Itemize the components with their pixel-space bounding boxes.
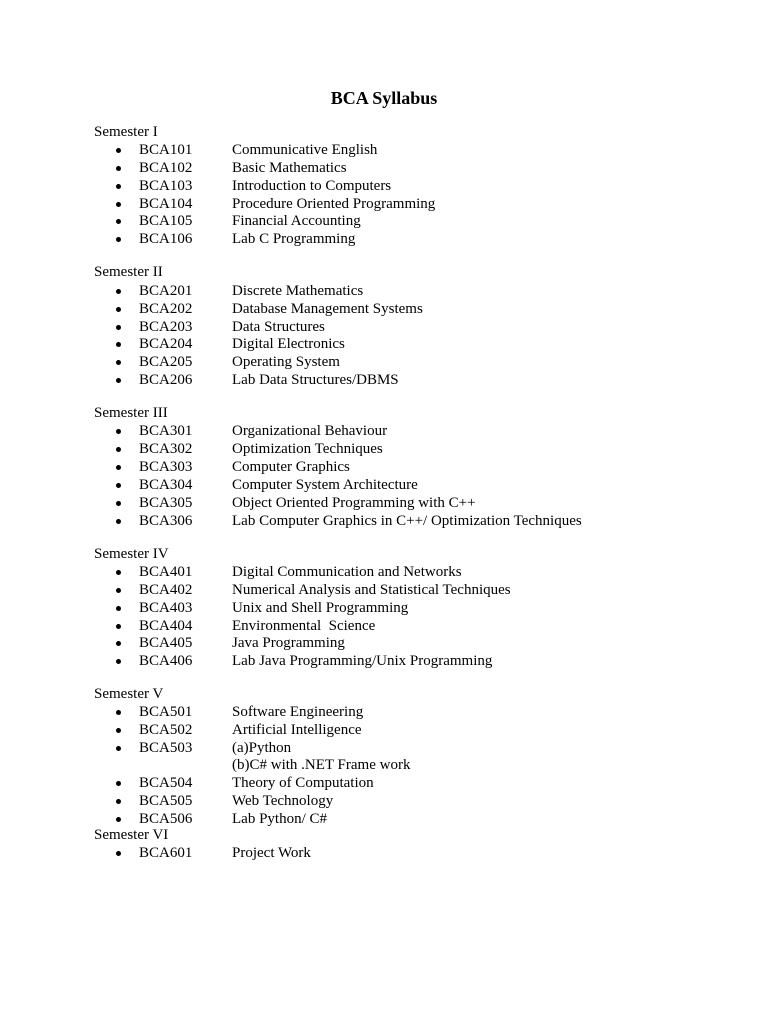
course-item	[0, 230, 768, 248]
course-code: BCA404	[139, 618, 193, 634]
course-code: BCA103	[139, 178, 193, 194]
course-name: Digital Communication and Networks	[232, 564, 462, 580]
course-item	[0, 371, 768, 389]
bullet-icon	[113, 774, 125, 792]
course-code: BCA104	[139, 196, 193, 212]
course-item	[0, 159, 768, 177]
bullet-icon	[113, 563, 125, 581]
course-item	[0, 141, 768, 159]
course-item	[0, 422, 768, 440]
course-item	[0, 634, 768, 652]
course-code: BCA105	[139, 213, 193, 229]
course-name: Discrete Mathematics	[232, 283, 364, 299]
course-code: BCA306	[139, 513, 193, 529]
course-code: BCA102	[139, 160, 193, 176]
course-item	[0, 212, 768, 230]
course-name: Database Management Systems	[232, 301, 423, 317]
bullet-icon	[113, 422, 125, 440]
bullet-icon	[113, 282, 125, 300]
course-item	[0, 195, 768, 213]
bullet-icon	[113, 458, 125, 476]
course-item	[0, 652, 768, 670]
bullet-icon	[113, 300, 125, 318]
course-code: BCA401	[139, 564, 193, 580]
bullet-icon	[113, 177, 125, 195]
course-item	[0, 774, 768, 792]
bullet-icon	[113, 159, 125, 177]
course-code: BCA302	[139, 441, 193, 457]
bullet-icon	[113, 494, 125, 512]
semester-heading: Semester VI	[94, 827, 169, 843]
course-code: BCA106	[139, 231, 193, 247]
course-name: Artificial Intelligence	[232, 722, 362, 738]
course-name: Introduction to Computers	[232, 178, 392, 194]
course-item	[0, 353, 768, 371]
course-name: Procedure Oriented Programming	[232, 196, 436, 212]
course-name: Financial Accounting	[232, 213, 361, 229]
bullet-icon	[113, 440, 125, 458]
course-name: Computer Graphics	[232, 459, 350, 475]
course-code: BCA601	[139, 845, 193, 861]
course-name: Optimization Techniques	[232, 441, 383, 457]
course-item	[0, 177, 768, 195]
bullet-icon	[113, 844, 125, 862]
course-name: Data Structures	[232, 319, 325, 335]
course-name: Lab Python/ C#	[232, 811, 328, 827]
bullet-icon	[113, 335, 125, 353]
semester-heading: Semester III	[94, 405, 168, 421]
course-code: BCA502	[139, 722, 193, 738]
course-name: Numerical Analysis and Statistical Techniques	[232, 582, 511, 598]
course-item	[0, 512, 768, 530]
bullet-icon	[113, 318, 125, 336]
course-name: Lab Java Programming/Unix Programming	[232, 653, 493, 669]
course-code: BCA403	[139, 600, 193, 616]
bullet-icon	[113, 195, 125, 213]
bullet-icon	[113, 652, 125, 670]
bullet-icon	[113, 476, 125, 494]
course-code: BCA101	[139, 142, 193, 158]
bullet-icon	[113, 721, 125, 739]
bullet-icon	[113, 371, 125, 389]
course-code: BCA405	[139, 635, 193, 651]
course-item	[0, 563, 768, 581]
bullet-icon	[113, 230, 125, 248]
course-item	[0, 721, 768, 739]
course-code: BCA204	[139, 336, 193, 352]
semester-heading: Semester II	[94, 264, 163, 280]
course-item	[0, 335, 768, 353]
course-name: Communicative English	[232, 142, 378, 158]
bullet-icon	[113, 141, 125, 159]
course-code: BCA506	[139, 811, 193, 827]
bullet-icon	[113, 599, 125, 617]
course-code: BCA505	[139, 793, 193, 809]
course-code: BCA202	[139, 301, 193, 317]
bullet-icon	[113, 634, 125, 652]
course-name: Basic Mathematics	[232, 160, 347, 176]
course-item	[0, 792, 768, 810]
bullet-icon	[113, 581, 125, 599]
course-item	[0, 300, 768, 318]
course-name: Organizational Behaviour	[232, 423, 388, 439]
course-item	[0, 440, 768, 458]
course-name: Lab Data Structures/DBMS	[232, 372, 399, 388]
course-item	[0, 494, 768, 512]
course-name: Web Technology	[232, 793, 334, 809]
course-code: BCA203	[139, 319, 193, 335]
course-name: Project Work	[232, 845, 311, 861]
bullet-icon	[113, 739, 125, 757]
course-code: BCA201	[139, 283, 193, 299]
bullet-icon	[113, 512, 125, 530]
semester-heading: Semester I	[94, 124, 158, 140]
course-name: Unix and Shell Programming	[232, 600, 409, 616]
course-item	[0, 458, 768, 476]
course-name: Computer System Architecture	[232, 477, 418, 493]
course-code: BCA301	[139, 423, 193, 439]
bullet-icon	[113, 792, 125, 810]
bullet-icon	[113, 353, 125, 371]
course-item	[0, 739, 768, 775]
course-item	[0, 844, 768, 862]
course-name: Lab C Programming	[232, 231, 356, 247]
course-name: Lab Computer Graphics in C++/ Optimization Techniques	[232, 513, 582, 529]
course-item	[0, 581, 768, 599]
course-name: (a)Python	[232, 740, 292, 756]
course-name: Operating System	[232, 354, 340, 370]
course-item	[0, 476, 768, 494]
course-name: Software Engineering	[232, 704, 364, 720]
course-code: BCA503	[139, 740, 193, 756]
course-name: Theory of Computation	[232, 775, 374, 791]
course-code: BCA304	[139, 477, 193, 493]
course-name: Digital Electronics	[232, 336, 345, 352]
bullet-icon	[113, 703, 125, 721]
course-item	[0, 703, 768, 721]
page-title: BCA Syllabus	[330, 88, 438, 108]
course-code: BCA206	[139, 372, 193, 388]
course-code: BCA504	[139, 775, 193, 791]
course-name: Object Oriented Programming with C++	[232, 495, 476, 511]
bullet-icon	[113, 212, 125, 230]
course-item	[0, 282, 768, 300]
bullet-icon	[113, 617, 125, 635]
course-code: BCA402	[139, 582, 193, 598]
course-code: BCA303	[139, 459, 193, 475]
semester-heading: Semester V	[94, 686, 164, 702]
course-name-option: (b)C# with .NET Frame work	[232, 757, 411, 773]
course-code: BCA501	[139, 704, 193, 720]
course-item	[0, 318, 768, 336]
course-code: BCA205	[139, 354, 193, 370]
course-name: Java Programming	[232, 635, 345, 651]
course-name: Environmental Science	[232, 618, 376, 634]
course-item	[0, 599, 768, 617]
course-code: BCA305	[139, 495, 193, 511]
course-code: BCA406	[139, 653, 193, 669]
semester-heading: Semester IV	[94, 546, 169, 562]
course-item	[0, 617, 768, 635]
